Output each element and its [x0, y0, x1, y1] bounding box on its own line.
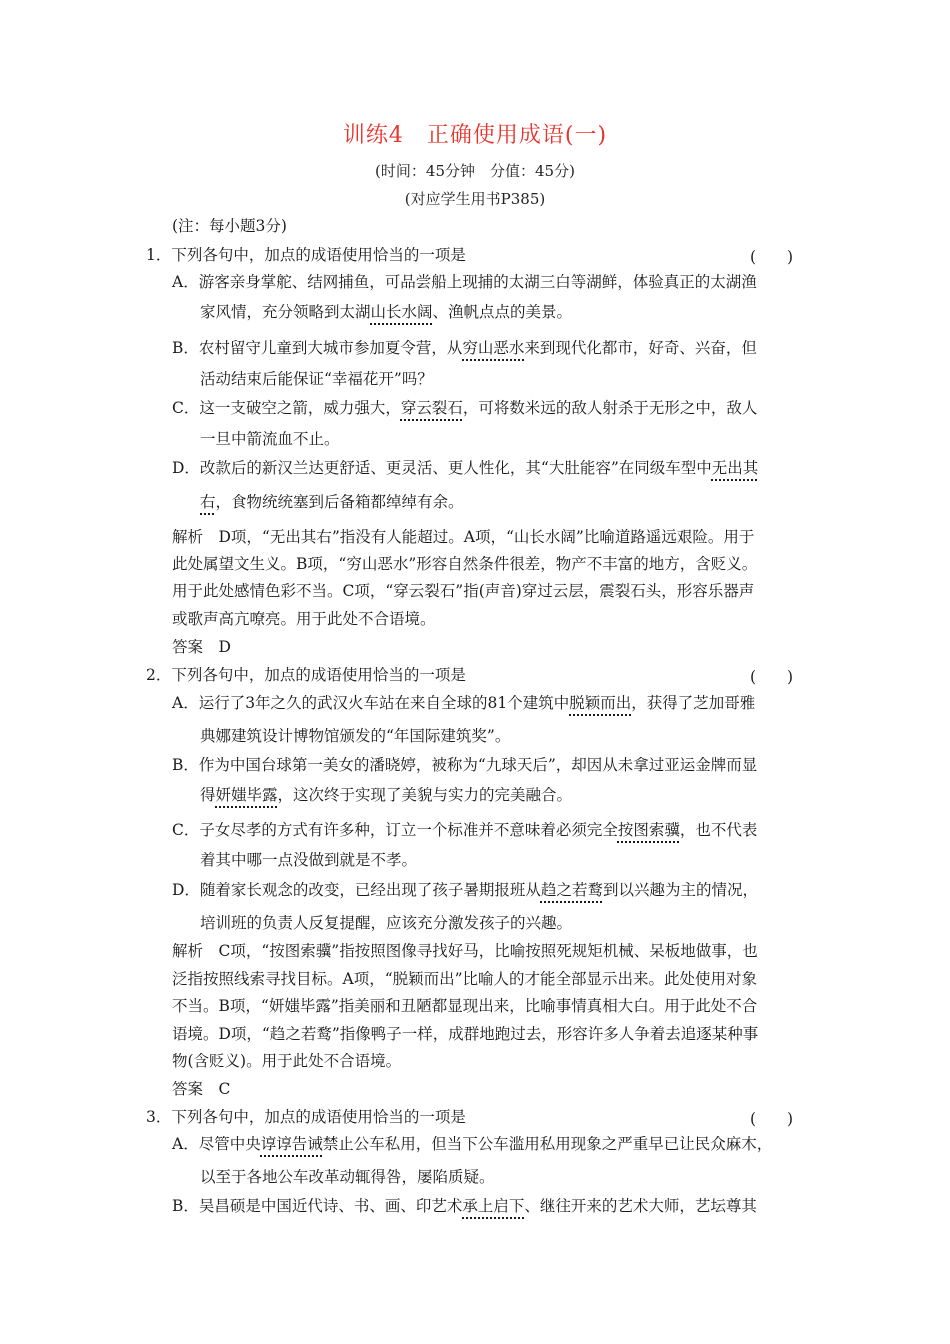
q3-option-a-line2: 以至于各地公车改革动辄得咎，屡陷质疑。 — [200, 1168, 495, 1186]
q1-option-d-idiom: 无出其 — [711, 459, 759, 477]
q2-option-d-idiom: 趋之若鹜 — [540, 881, 603, 899]
q3-option-b-line1: B．吴昌硕是中国近代诗、书、画、印艺术承上启下、继往开来的艺术大师，艺坛尊其 — [172, 1197, 757, 1215]
q1-explanation-line1: 解析 D项，“无出其右”指没有人能超过。A项，“山长水阔”比喻道路遥远艰险。用于 — [172, 528, 755, 546]
q2-option-d-line2: 培训班的负责人反复提醒，应该充分激发孩子的兴趣。 — [200, 914, 573, 932]
time-info: (时间：45分钟 分值：45分) — [375, 162, 575, 180]
q1-option-a-line1: A．游客亲身掌舵、结网捕鱼，可品尝船上现捕的太湖三白等湖鲜，体验真正的太湖渔 — [172, 273, 757, 291]
q2-option-b-line2: 得妍媸毕露，这次终于实现了美貌与实力的完美融合。 — [200, 786, 573, 804]
q1-option-c-line1: C．这一支破空之箭，威力强大，穿云裂石，可将数米远的敌人射杀于无形之中，敌人 — [172, 399, 758, 417]
q2-explanation-line4: 语境。D项，“趋之若鹜”指像鸭子一样，成群地跑过去，形容许多人争着去追逐某种事 — [172, 1025, 759, 1043]
q1-option-b-line1: B．农村留守儿童到大城市参加夏令营，从穷山恶水来到现代化都市，好奇、兴奋，但 — [172, 339, 757, 357]
q2-option-a-line1: A．运行了3年之久的武汉火车站在来自全球的81个建筑中脱颖而出，获得了芝加哥雅 — [172, 694, 756, 712]
score-note: (注：每小题3分) — [172, 217, 287, 235]
q2-option-c-line2: 着其中哪一点没做到就是不孝。 — [200, 851, 418, 869]
q1-explanation-line4: 或歌声高亢嘹亮。用于此处不合语境。 — [172, 610, 436, 628]
q2-explanation-line5: 物(含贬义)。用于此处不合语境。 — [172, 1052, 402, 1070]
q2-answer: 答案 C — [172, 1080, 231, 1098]
question-2-answer-bracket[interactable]: ( ) — [750, 668, 794, 686]
q2-option-c-idiom: 按图索骥 — [617, 821, 680, 839]
q3-option-b-idiom: 承上启下 — [462, 1197, 525, 1215]
q1-option-a-line2: 家风情，充分领略到太湖山长水阔、渔帆点点的美景。 — [200, 303, 573, 321]
question-2-stem: 2．下列各句中，加点的成语使用恰当的一项是 — [146, 666, 466, 684]
q2-option-d-line1: D．随着家长观念的改变，已经出现了孩子暑期报班从趋之若鹜到以兴趣为主的情况， — [172, 881, 758, 899]
q1-option-d-line1: D．改款后的新汉兰达更舒适、更灵活、更人性化，其“大肚能容”在同级车型中无出其 — [172, 459, 759, 477]
q2-option-b-line1: B．作为中国台球第一美女的潘晓婷，被称为“九球天后”，却因从未拿过亚运金牌而显 — [172, 756, 758, 774]
page-title: 训练4 正确使用成语(一) — [342, 123, 608, 148]
q2-option-b-idiom: 妍媸毕露 — [215, 786, 278, 804]
q1-option-d-idiom-end: 右 — [200, 493, 216, 511]
q1-explanation-line3: 用于此处感情色彩不当。C项，“穿云裂石”指(声音)穿过云层，震裂石头，形容乐器声 — [172, 582, 755, 600]
book-reference: (对应学生用书P385) — [404, 190, 546, 208]
q1-option-c-line2: 一旦中箭流血不止。 — [200, 430, 340, 448]
q1-explanation-line2: 此处属望文生义。B项，“穷山恶水”形容自然条件很差，物产不丰富的地方，含贬义。 — [172, 555, 758, 573]
q2-explanation-line3: 不当。B项，“妍媸毕露”指美丽和丑陋都显现出来，比喻事情真相大白。用于此处不合 — [172, 997, 758, 1015]
q2-option-a-idiom: 脱颖而出 — [569, 694, 632, 712]
q3-option-a-idiom: 谆谆告诫 — [260, 1135, 323, 1153]
q1-option-b-idiom: 穷山恶水 — [462, 339, 525, 357]
question-1-stem: 1．下列各句中，加点的成语使用恰当的一项是 — [146, 246, 466, 264]
q1-option-c-idiom: 穿云裂石 — [400, 399, 463, 417]
question-1-answer-bracket[interactable]: ( ) — [750, 248, 794, 266]
q2-explanation-line1: 解析 C项，“按图索骥”指按照图像寻找好马，比喻按照死规矩机械、呆板地做事，也 — [172, 942, 758, 960]
q1-option-b-line2: 活动结束后能保证“幸福花开”吗？ — [200, 370, 433, 388]
q2-option-c-line1: C．子女尽孝的方式有许多种，订立一个标准并不意味着必须完全按图索骥，也不代表 — [172, 821, 758, 839]
q1-option-a-idiom: 山长水阔 — [370, 303, 433, 321]
question-3-stem: 3．下列各句中，加点的成语使用恰当的一项是 — [146, 1108, 466, 1126]
q1-option-d-line2: 右，食物统统塞到后备箱都绰绰有余。 — [200, 493, 464, 511]
question-3-answer-bracket[interactable]: ( ) — [750, 1110, 794, 1128]
q2-explanation-line2: 泛指按照线索寻找目标。A项，“脱颖而出”比喻人的才能全部显示出来。此处使用对象 — [172, 970, 758, 988]
q1-answer: 答案 D — [172, 638, 231, 656]
q2-option-a-line2: 典娜建筑设计博物馆颁发的“年国际建筑奖”。 — [200, 727, 511, 745]
q3-option-a-line1: A．尽管中央谆谆告诫禁止公车私用，但当下公车滥用私用现象之严重早已让民众麻木， — [172, 1135, 773, 1153]
